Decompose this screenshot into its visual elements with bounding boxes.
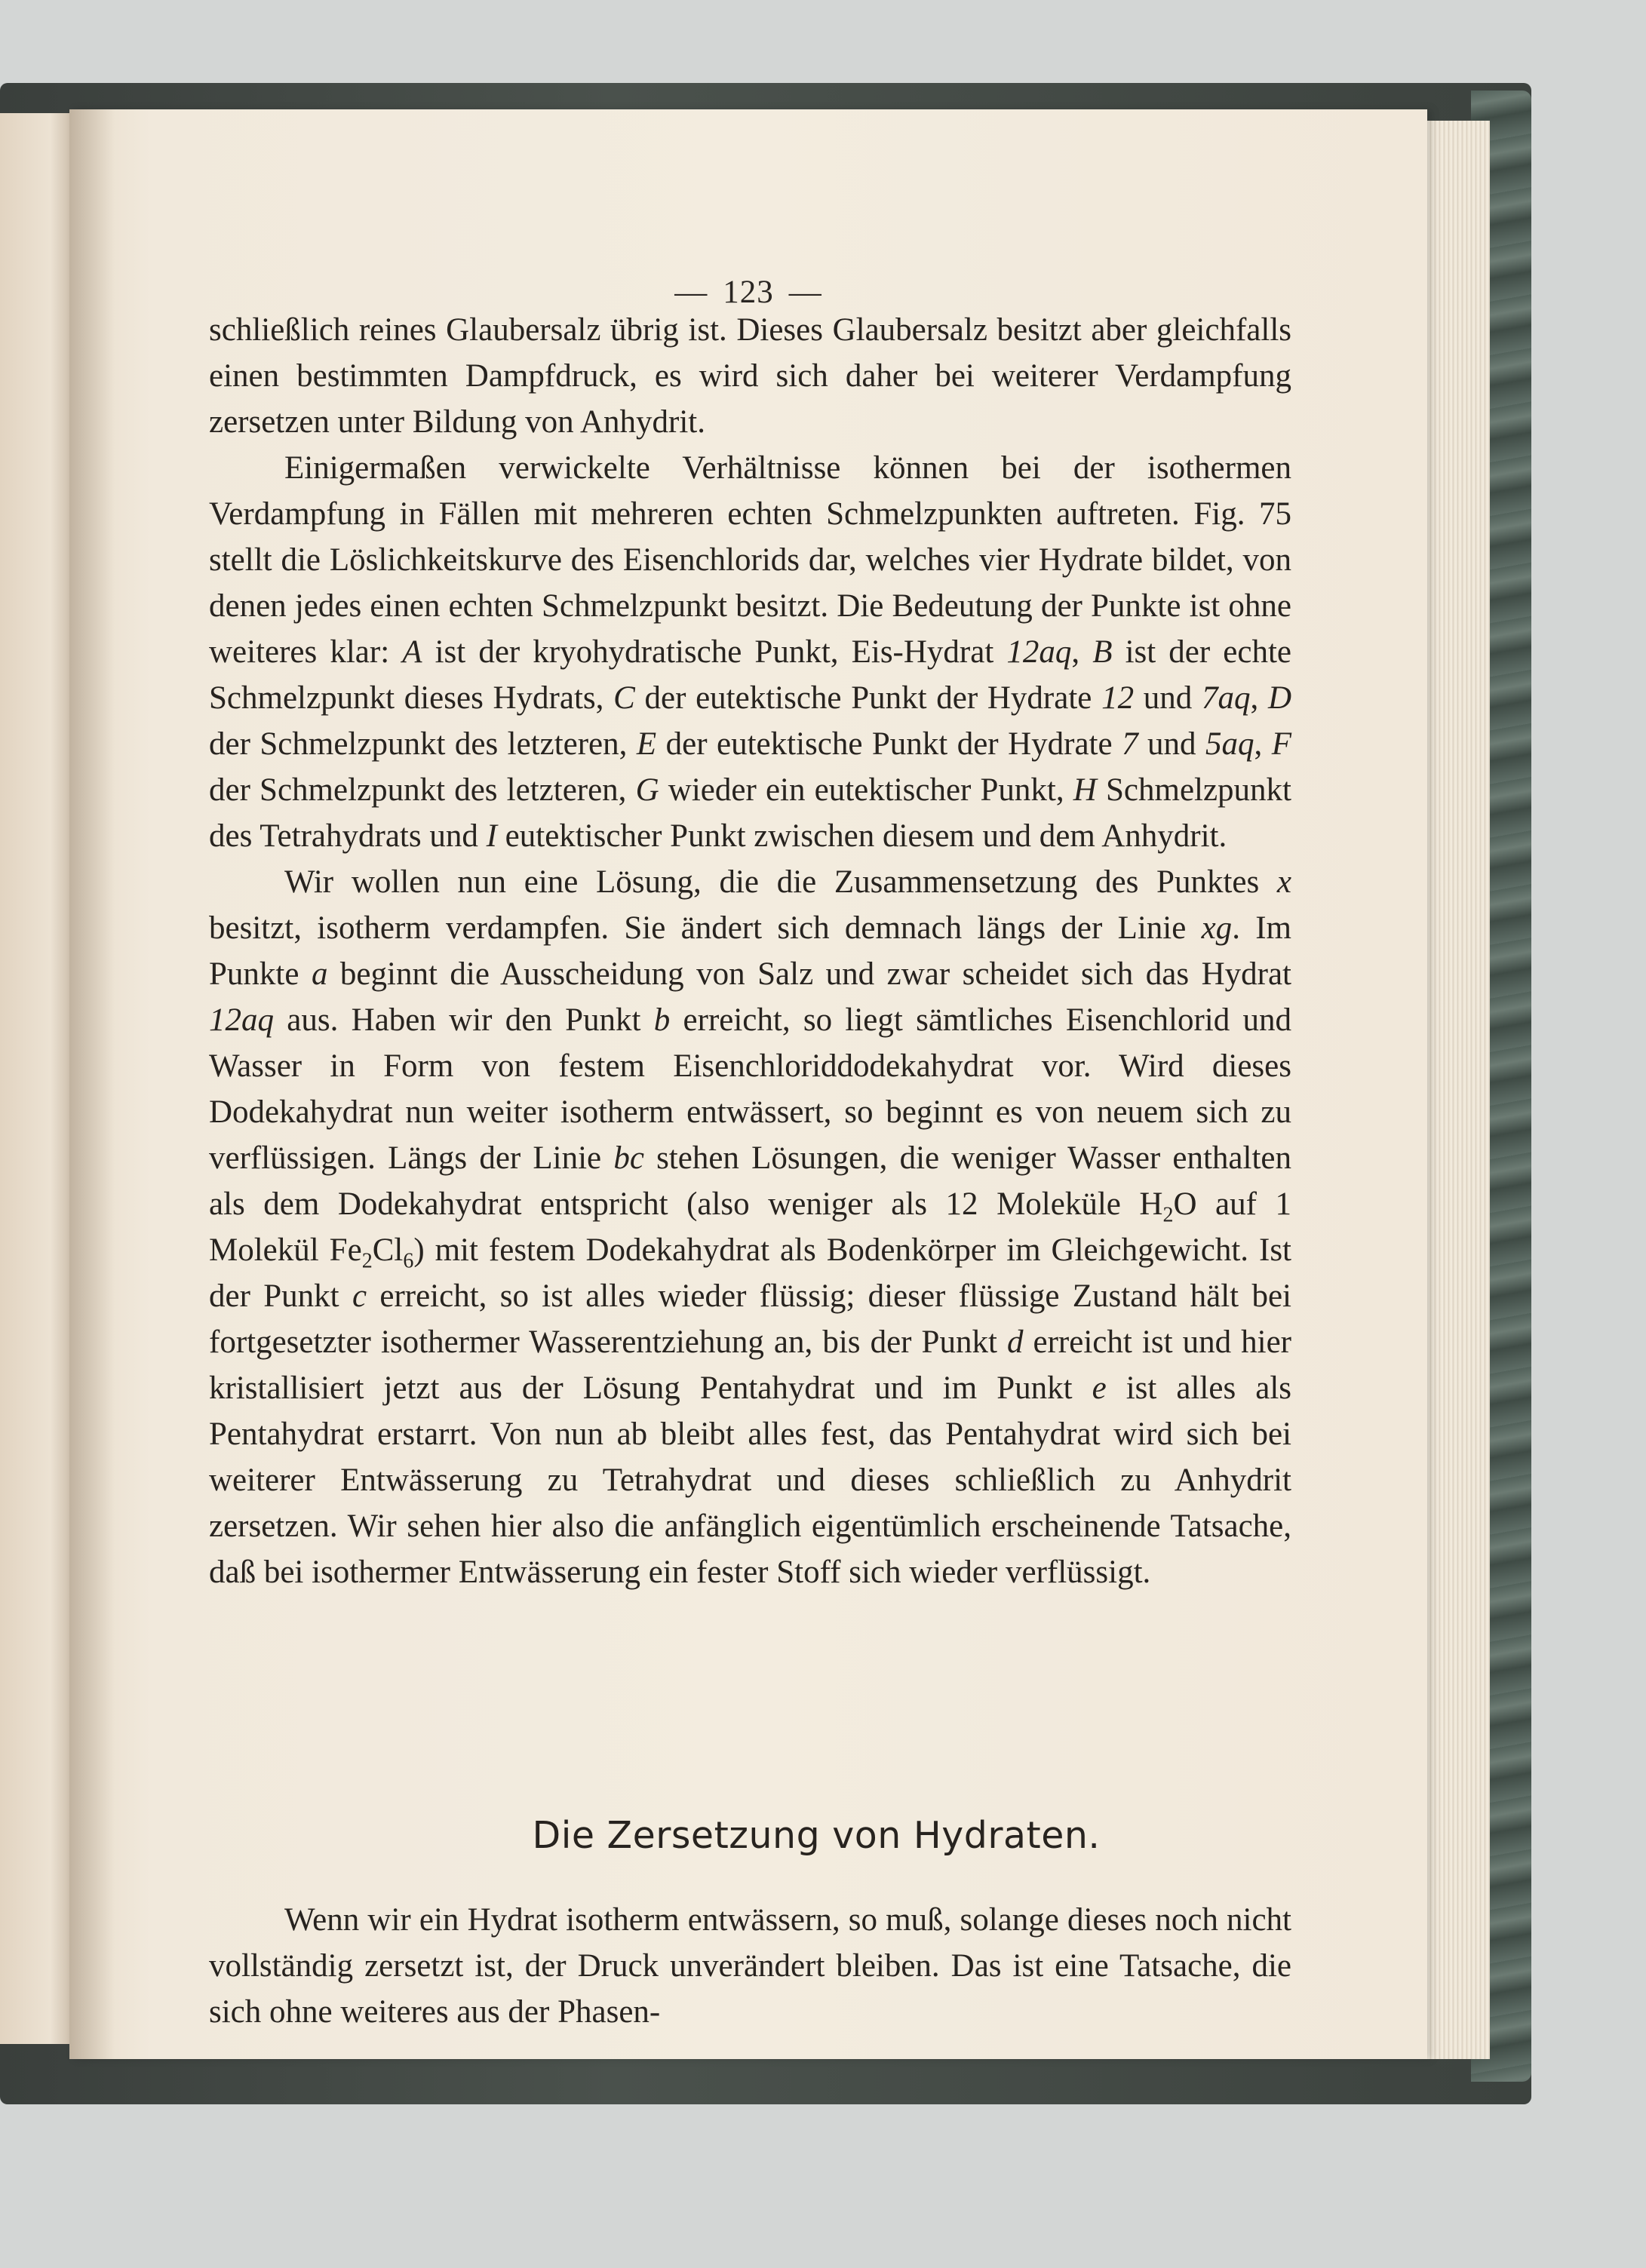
point-label: E: [636, 726, 657, 762]
point-label: B: [1092, 634, 1113, 670]
point-label: H: [1073, 772, 1097, 808]
section-paragraph: Wenn wir ein Hydrat isotherm entwässern, so muß, solange dieses noch nicht vollständig zersetzt ist, der Druck unverändert bleiben. Das ist eine Tatsache, die sich ohne weiteres aus der Phasen-: [209, 1902, 1291, 2030]
subscript: 2: [1162, 1203, 1174, 1227]
left-page-sliver: [0, 113, 72, 2044]
page-stack-edges: [1418, 121, 1490, 2059]
line-label: bc: [613, 1140, 644, 1176]
point-label: b: [653, 1002, 671, 1038]
page-number-dash-left: —: [674, 275, 708, 310]
page-number: 123: [723, 275, 774, 310]
point-label: e: [1092, 1370, 1107, 1406]
section-heading: Die Zersetzung von Hydraten.: [532, 1814, 1101, 1857]
book-page: [69, 109, 1427, 2059]
section-text: [209, 1897, 1291, 2035]
hydrate-number: 7: [1122, 726, 1138, 762]
paragraph-3: Wir wollen nun eine Lösung, die die Zusammensetzung des Punktes x besitzt, isotherm verdampfen. Sie ändert sich demnach längs der Linie xg. Im Punkte a beginnt die Ausscheidung von Salz und zwar scheidet sich das Hydrat 12aq aus. Haben wir den Punkt b erreicht, so liegt sämtliches Eisenchlorid und Wasser in Form von festem Eisenchloriddodekahydrat vor. Wird dieses Dodekahydrat nun weiter isotherm entwässert, so beginnt es von neuem sich zu verflüssigen. Längs der Linie bc stehen Lösungen, die weniger Wasser enthalten als dem Dodekahydrat entspricht (also weniger als 12 Moleküle $H_2O$ auf 1 Molekül $Fe_2Cl_6$) mit festem Dodekahydrat als Bodenkörper im Gleichgewicht. Ist der Punkt c erreicht, so ist alles wieder flüssig; dieser flüssige Zustand hält bei fortgesetzter isothermer Wasserentziehung an, bis der Punkt d erreicht ist und hier kristallisiert jetzt aus der Lösung Pentahydrat und im Punkt e ist alles als Pentahydrat erstarrt. Von nun ab bleibt alles fest, das Pentahydrat wird sich bei weiterer Entwässerung zu Tetrahydrat und dieses schließlich zu Anhydrit zersetzen. Wir sehen hier also die anfänglich eigentümlich erscheinende Tatsache, daß bei isothermer Entwässerung ein fester Stoff sich wieder verflüssigt.: [209, 864, 1292, 1590]
page-number-dash-right: —: [788, 275, 822, 310]
page-number-header: [69, 274, 1427, 311]
point-label: x: [1276, 864, 1291, 900]
hydrate-formula: 7aq: [1201, 680, 1251, 716]
point-label: F: [1271, 726, 1292, 762]
subscript: 2: [361, 1249, 373, 1273]
point-label: C: [613, 680, 635, 716]
main-text: [209, 307, 1291, 1595]
point-label: c: [352, 1278, 367, 1314]
page-gutter: [69, 109, 115, 2059]
point-label: a: [311, 956, 328, 992]
paragraph-2: Einigermaßen verwickelte Verhältnisse können bei der isothermen Verdampfung in Fällen mit mehreren echten Schmelzpunkten auftreten. Fig. 75 stellt die Löslichkeitskurve des Eisenchlorids dar, welches vier Hydrate bildet, von denen jedes einen echten Schmelzpunkt besitzt. Die Bedeutung der Punkte ist ohne weiteres klar: A ist der kryohydratische Punkt, Eis-Hydrat 12aq, B ist der echte Schmelzpunkt dieses Hydrats, C der eutektische Punkt der Hydrate 12 und 7aq, D der Schmelzpunkt des letzteren, E der eutektische Punkt der Hydrate 7 und 5aq, F der Schmelzpunkt des letzteren, G wieder ein eutektischer Punkt, H Schmelzpunkt des Tetrahydrats und I eutektischer Punkt zwischen diesem und dem Anhydrit.: [209, 450, 1292, 854]
paragraph-1: schließlich reines Glaubersalz übrig ist. Dieses Glaubersalz besitzt aber gleichfalls einen bestimmten Dampfdruck, es wird sich daher bei weiterer Verdampfung zersetzen unter Bildung von Anhydrit.: [209, 312, 1291, 440]
subscript: 6: [403, 1249, 414, 1273]
hydrate-formula: 12aq: [209, 1002, 274, 1038]
hydrate-number: 12: [1101, 680, 1135, 716]
point-label: d: [1006, 1324, 1024, 1360]
point-label: A: [402, 634, 422, 670]
line-label: xg: [1201, 910, 1233, 946]
hydrate-formula: 12aq: [1006, 634, 1072, 670]
point-label: D: [1267, 680, 1291, 716]
point-label: G: [635, 772, 659, 808]
point-label: I: [486, 818, 497, 854]
hydrate-formula: 5aq: [1205, 726, 1254, 762]
